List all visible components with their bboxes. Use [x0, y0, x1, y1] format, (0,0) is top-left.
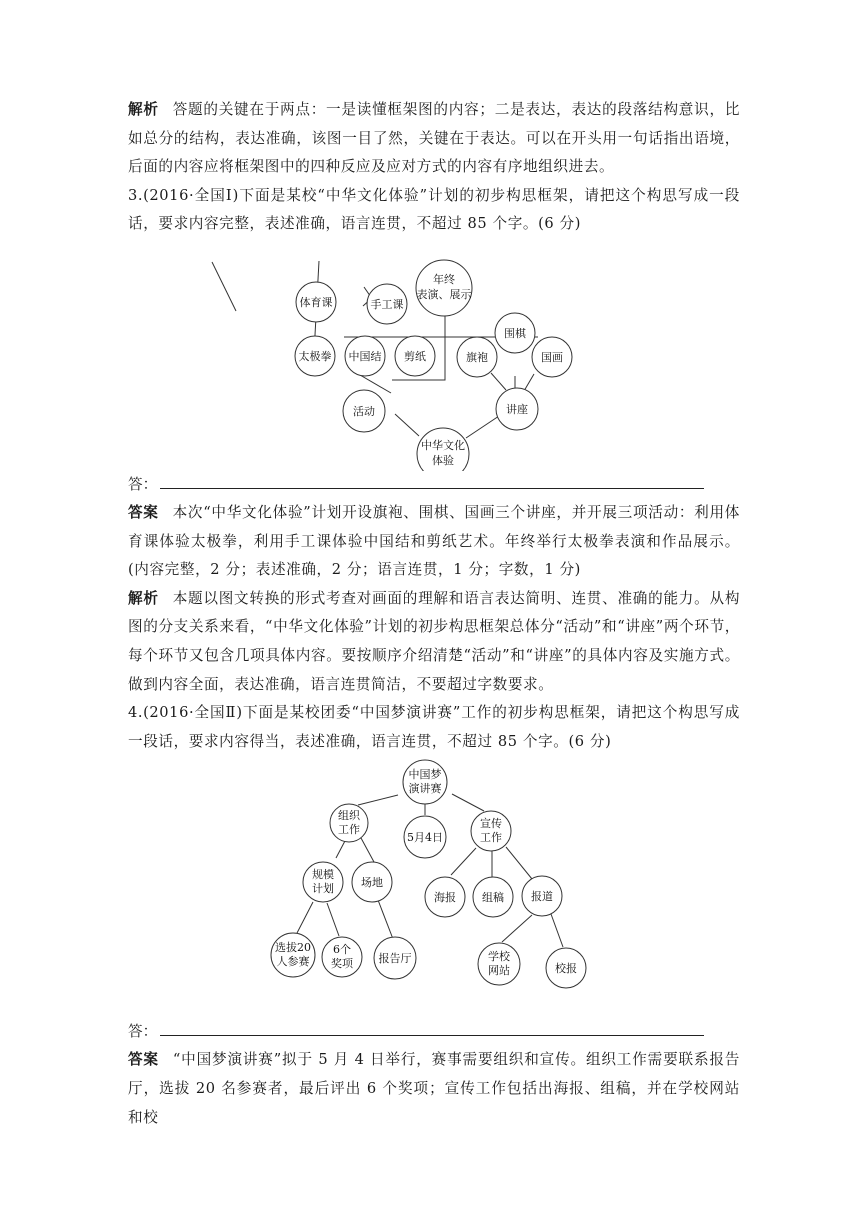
svg-text:组稿: 组稿: [482, 891, 504, 905]
node-weiqi: [495, 313, 535, 353]
svg-text:场地: 场地: [361, 876, 383, 890]
framework-diagram-1: [128, 239, 740, 471]
node-qipao: [457, 337, 497, 377]
node-changdi: [352, 862, 392, 902]
svg-text:讲座: 讲座: [506, 402, 528, 416]
question-3-stem: 3.(2016·全国Ⅰ)下面是某校“中华文化体验”计划的初步构思框架，请把这个构思写成一段话，要求内容完整，表述准确，语言连贯，不超过 85 个字。(6 分): [128, 186, 740, 233]
svg-text:报道: 报道: [531, 890, 553, 904]
answer-line-q4: [128, 1018, 740, 1046]
answer-line-q3: [128, 471, 740, 499]
node-xuanchuan: [471, 811, 511, 851]
node-jiangxiang: [322, 937, 362, 977]
diagram-speech-contest: [128, 756, 740, 1018]
svg-text:工作: 工作: [338, 823, 360, 837]
svg-text:选拔20: 选拔20: [275, 941, 311, 955]
node-baogaoting: [374, 937, 416, 979]
answer-text: 本次“中华文化体验”计划开设旗袍、围棋、国画三个讲座，并开展三项活动：利用体育课体验太极拳，利用手工课体验中国结和剪纸艺术。年终举行太极拳表演和作品展示。(内容完整，2 分；表述准确，2 分；语言连贯，1 分；字数，1 分): [128, 503, 740, 579]
edge: [466, 416, 499, 438]
node-root-speech-contest: [403, 760, 447, 804]
analysis-label: 解析: [128, 589, 159, 607]
svg-text:学校: 学校: [488, 950, 510, 964]
svg-text:演讲赛: 演讲赛: [408, 782, 442, 796]
node-date: [404, 816, 446, 858]
svg-text:活动: 活动: [353, 404, 375, 418]
diagram-cultural-experience: [128, 239, 740, 471]
svg-text:手工课: 手工课: [370, 297, 404, 311]
edge: [506, 847, 532, 879]
node-shougongke: [367, 284, 407, 324]
answer-label: 答案: [128, 503, 159, 521]
svg-text:人参赛: 人参赛: [276, 955, 310, 969]
svg-text:规模: 规模: [312, 868, 334, 882]
analysis-block-1: [128, 96, 740, 182]
node-zuzhi: [330, 804, 368, 842]
svg-text:剪纸: 剪纸: [404, 349, 426, 363]
edge: [524, 374, 534, 391]
node-guimo: [303, 862, 343, 902]
svg-text:6个: 6个: [333, 943, 351, 957]
svg-text:年终: 年终: [433, 272, 455, 286]
svg-text:国画: 国画: [541, 350, 563, 364]
answer-underline: [160, 488, 704, 489]
edge: [451, 848, 476, 875]
svg-text:网站: 网站: [488, 964, 510, 978]
svg-text:组织: 组织: [338, 809, 360, 823]
svg-text:计划: 计划: [312, 882, 334, 896]
node-xiaobao: [546, 948, 586, 988]
svg-text:体育课: 体育课: [299, 295, 333, 309]
answer-block-q4: [128, 1046, 740, 1132]
node-xuanba: [271, 933, 315, 977]
edge: [491, 373, 506, 390]
svg-text:宣传: 宣传: [480, 817, 502, 831]
svg-text:工作: 工作: [480, 831, 502, 845]
svg-text:表演、展示: 表演、展示: [416, 287, 472, 301]
svg-text:中国梦: 中国梦: [408, 768, 442, 782]
answer-prompt: 答：: [128, 1023, 158, 1041]
node-tiyuke: [296, 282, 336, 322]
framework-diagram-2: [128, 756, 740, 1018]
svg-text:围棋: 围棋: [504, 326, 526, 340]
answer-prompt: 答：: [128, 475, 158, 493]
edge: [551, 914, 563, 947]
node-haibao: [425, 877, 465, 917]
answer-label: 答案: [128, 1051, 159, 1069]
svg-text:奖项: 奖项: [331, 957, 353, 971]
answer-text: “中国梦演讲赛”拟于 5 月 4 日举行，赛事需要组织和宣传。组织工作需要联系报告厅，选拔 20 名参赛者，最后评出 6 个奖项；宣传工作包括出海报、组稿，并在学校网站和校: [128, 1051, 740, 1126]
edge: [358, 795, 398, 805]
answer-underline: [160, 1035, 704, 1036]
edge: [327, 903, 339, 936]
node-zhongguojie: [345, 336, 385, 376]
svg-text:旗袍: 旗袍: [466, 350, 488, 364]
node-huodong: [343, 390, 385, 432]
node-jianzhi: [395, 336, 435, 376]
page-content: [128, 96, 740, 1132]
node-taijiquan: [295, 336, 335, 376]
node-xuexiao: [478, 943, 520, 985]
question-4-stem: 4.(2016·全国Ⅱ)下面是某校团委“中国梦演讲赛”工作的初步构思框架，请把这个构思写成一段话，要求内容得当，表述准确，语言连贯，不超过 85 个字。(6 分): [128, 704, 740, 750]
svg-text:校报: 校报: [555, 962, 577, 976]
svg-text:中国结: 中国结: [348, 349, 382, 363]
svg-text:太极拳: 太极拳: [298, 349, 332, 363]
svg-text:中华文化: 中华文化: [421, 438, 465, 452]
edge: [212, 262, 236, 311]
svg-text:5月4日: 5月4日: [407, 831, 443, 845]
edge: [502, 915, 532, 942]
analysis-text: 答题的关键在于两点：一是读懂框架图的内容；二是表达，表达的段落结构意识，比如总分的结构，表达准确，该图一目了然，关键在于表达。可以在开头用一句话指出语境，后面的内容应将框架图中的四种反应及应对方式的内容有序地组织进去。: [128, 101, 741, 176]
edge: [378, 900, 393, 939]
edge: [452, 794, 484, 811]
svg-text:报告厅: 报告厅: [378, 952, 412, 966]
node-nianzhong: [416, 260, 472, 316]
node-root-cultural-experience: [417, 428, 469, 471]
node-zugao: [473, 877, 513, 917]
answer-block-q3: [128, 499, 740, 585]
svg-text:体验: 体验: [432, 453, 454, 467]
analysis-label: 解析: [128, 101, 159, 118]
edge: [361, 838, 374, 862]
edge: [297, 902, 313, 933]
edge: [395, 414, 419, 436]
node-baodao: [522, 876, 562, 916]
node-guohua: [532, 337, 572, 377]
analysis-text: 本题以图文转换的形式考查对画面的理解和语言表达简明、连贯、准确的能力。从构图的分支关系来看，“中华文化体验”计划的初步构思框架总体分“活动”和“讲座”两个环节，每个环节又包含几项具体内容。要按顺序介绍清楚“活动”和“讲座”的具体内容及实施方式。做到内容全面，表达准确，语言连贯简洁，不要超过字数要求。: [128, 589, 741, 693]
analysis-block-q3: [128, 585, 740, 699]
svg-text:海报: 海报: [434, 891, 456, 905]
node-jiangzuo: [496, 388, 538, 430]
